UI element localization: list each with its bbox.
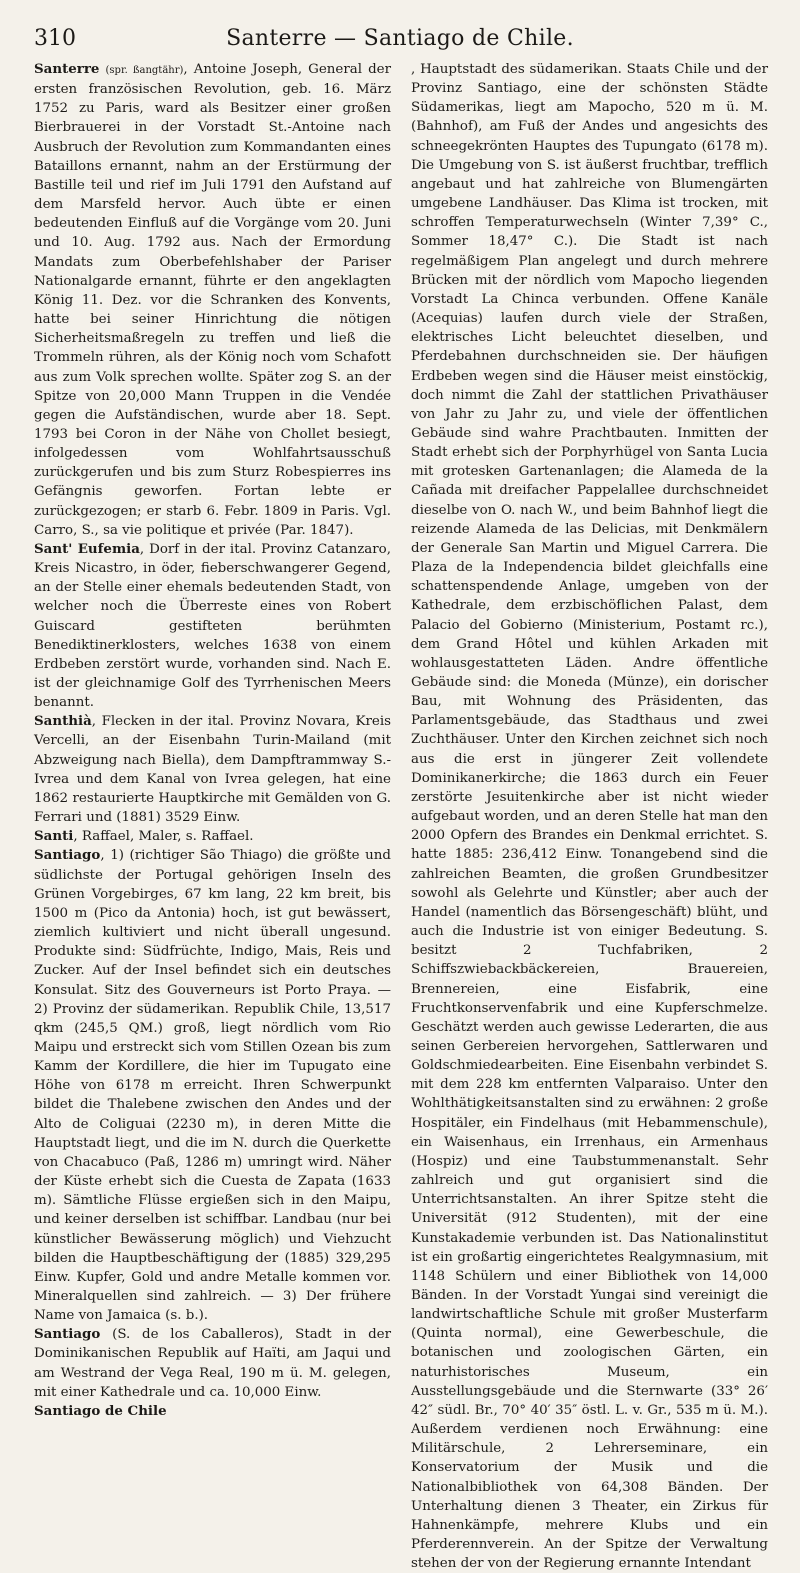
entry-santhia bbox=[34, 712, 391, 827]
entry-text: , Raffael, Maler, s. Raffael. bbox=[73, 829, 254, 845]
headword: Santhià bbox=[34, 713, 92, 730]
entry-santi bbox=[34, 827, 391, 846]
left-column bbox=[34, 60, 391, 1419]
entry-text: , 1) (richtiger São Thiago) die größte und südlichste der Portugal gehörigen Inseln des Grünen Vorgebirges, 67 km lang, 22 km breit, bis 1500 m (Pico da Antonia) hoch, ist gut bewässert, ziemlich kultiviert und nicht überall ungesund. Produkte sind: Südfrüchte, Indigo, Mais, Reis und Zucker. Auf der Insel befindet sich ein deutsches Konsulat. Sitz des Gouverneurs ist Porto Praya. — 2) Provinz der südamerikan. Republik Chile, 13,517 qkm (245,5 QM.) groß, liegt nördlich vom Rio Maipu und erstreckt sich vom Stillen Ozean bis zum Kamm der Kordillere, die hier im Tupugato eine Höhe von 6178 m erreicht. Ihren Schwerpunkt bildet die Thalebene zwischen den Andes und der Alto de Coliguai (2230 m), in deren Mitte die Hauptstadt liegt, und die im N. durch die Querkette von Chacabuco (Paß, 1286 m) umringt wird. Näher der Küste erhebt sich die Cuesta de Zapata (1633 m). Sämtliche Flüsse ergießen sich in den Maipu, und keiner derselben ist schiffbar. Landbau (nur bei künstlicher Bewässerung möglich) und Viehzucht bilden die Hauptbeschäftigung der (1885) 329,295 Einw. Kupfer, Gold und andre Metalle kommen vor. Mineralquellen sind zahlreich. — 3) Der frühere Name von Jamaica (s. b.). bbox=[34, 848, 391, 1324]
page-number: 310 bbox=[34, 26, 76, 51]
entry-text: (S. de los Caballeros), Stadt in der Dominikanischen Republik auf Haïti, am Jaqui und am Westrand der Vega Real, 190 m ü. M. gelegen, mit einer Kathedrale und ca. 10,000 Einw. bbox=[34, 1327, 391, 1400]
right-column bbox=[411, 60, 768, 1572]
entry-santiago-caballeros bbox=[34, 1325, 391, 1402]
headword: Santerre bbox=[34, 61, 100, 77]
entry-santerre bbox=[34, 60, 391, 540]
entry-text: , Flecken in der ital. Provinz Novara, Kreis Vercelli, an der Eisenbahn Turin-Mailand (mit Abzweigung nach Biella), dem Dampftrammway S.-Ivrea und dem Kanal von Ivrea gelegen, hat eine 1862 restaurierte Hauptkirche mit Gemälden von G. Ferrari und (1881) 3529 Einw. bbox=[34, 714, 391, 826]
headword: Santiago de Chile bbox=[34, 1402, 167, 1419]
page-header bbox=[34, 22, 766, 62]
entry-text: , Antoine Joseph, General der ersten französischen Revolution, geb. 16. März 1752 zu Paris, ward als Besitzer einer großen Bierbrauerei in der Vorstadt St.-Antoine nach Ausbruch der Revolution zum Kommandanten eines Bataillons ernannt, nahm an der Erstürmung der Bastille teil und rief im Juli 1791 den Aufstand auf dem Marsfeld hervor. Auch übte er einen bedeutenden Einfluß auf die Vorgänge vom 20. Juni und 10. Aug. 1792 aus. Nach der Ermordung Mandats zum Oberbefehlshaber der Pariser Nationalgarde ernannt, führte er den angeklagten König 11. Dez. vor die Schranken des Konvents, hatte bei seiner Hinrichtung die nötigen Sicherheitsmaßregeln zu treffen und ließ die Trommeln rühren, als der König noch vom Schafott aus zum Volk sprechen wollte. Später zog S. an der Spitze von 20,000 Mann Truppen in die Vendée gegen die Aufständischen, wurde aber 18. Sept. 1793 bei Coron in der Nähe von Chollet besiegt, infolgedessen vom Wohlfahrtsausschuß zurückgerufen und bis zum Sturz Robespierres ins Gefängnis geworfen. Fortan lebte er zurückgezogen; er starb 6. Febr. 1809 in Paris. Vgl. Carro, S., sa vie politique et privée (Par. 1847). bbox=[34, 62, 391, 538]
entry-santiago-de-chile-continued: , Hauptstadt des südamerikan. Staats Chile und der Provinz Santiago, eine der schönsten Städte Südamerikas, liegt am Mapocho, 520 m ü. M. (Bahnhof), am Fuß der Andes und angesichts des schneegekrönten Hauptes des Tupungato (6178 m). Die Umgebung von S. ist äußerst fruchtbar, trefflich angebaut und hat zahlreiche von Blumengärten umgebene Landhäuser. Das Klima ist trocken, mit schroffen Temperaturwechseln (Winter 7,39° C., Sommer 18,47° C.). Die Stadt ist nach regelmäßigem Plan angelegt und durch mehrere Brücken mit der nördlich vom Mapocho liegenden Vorstadt La Chinca verbunden. Offene Kanäle (Acequias) laufen durch viele der Straßen, elektrisches Licht beleuchtet dieselben, und Pferdebahnen durchschneiden sie. Der häufigen Erdbeben wegen sind die Häuser meist einstöckig, doch nimmt die Zahl der stattlichen Privathäuser von Jahr zu Jahr zu, und viele der öffentlichen Gebäude sind wahre Prachtbauten. Inmitten der Stadt erhebt sich der Porphyrhügel von Santa Lucia mit grotesken Gartenanlagen; die Alameda de la Cañada mit dreifacher Pappelallee durchschneidet dieselbe von O. nach W., und beim Bahnhof liegt die reizende Alameda de las Delicias, mit Denkmälern der Generale San Martin und Miguel Carrera. Die Plaza de la Independencia bildet gleichfalls eine schattenspendende Anlage, umgeben von der Kathedrale, dem erzbischöflichen Palast, dem Palacio del Gobierno (Ministerium, Postamt rc.), dem Grand Hôtel und kühlen Arkaden mit wohlausgestatteten Läden. Andre öffentliche Gebäude sind: die Moneda (Münze), ein dorischer Bau, mit Wohnung des Präsidenten, das Parlamentsgebäude, das Stadthaus und zwei Zuchthäuser. Unter den Kirchen zeichnet sich noch aus die erst in jüngerer Zeit vollendete Dominikanerkirche; die 1863 durch ein Feuer zerstörte Jesuitenkirche aber ist nicht wieder aufgebaut worden, und an deren Stelle hat man den 2000 Opfern des Brandes ein Denkmal errichtet. S. hatte 1885: 236,412 Einw. Tonangebend sind die zahlreichen Beamten, die großen Grundbesitzer sowohl als Gelehrte und Künstler; aber auch der Handel (namentlich das Börsengeschäft) blüht, und auch die Industrie ist von einiger Bedeutung. S. besitzt 2 Tuchfabriken, 2 Schiffszwiebackbäckereien, Brauereien, Brennereien, eine Eisfabrik, eine Fruchtkonservenfabrik und eine Kupferschmelze. Geschätzt werden auch gewisse Lederarten, die aus seinen Gerbereien hervorgehen, Sattlerwaren und Goldschmiedearbeiten. Eine Eisenbahn verbindet S. mit dem 228 km entfernten Valparaiso. Unter den Wohlthätigkeitsanstalten sind zu erwähnen: 2 große Hospitäler, ein Findelhaus (mit Hebammenschule), ein Waisenhaus, ein Irrenhaus, ein Armenhaus (Hospiz) und eine Taubstummenanstalt. Sehr zahlreich und gut organisiert sind die Unterrichtsanstalten. An ihrer Spitze steht die Universität (912 Studenten), mit der eine Kunstakademie verbunden ist. Das Nationalinstitut ist ein großartig eingerichtetes Realgymnasium, mit 1148 Schülern und einer Bibliothek von 14,000 Bänden. In der Vorstadt Yungai sind vereinigt die landwirtschaftliche Schule mit großer Musterfarm (Quinta normal), eine Gewerbeschule, die botanischen und zoologischen Gärten, ein naturhistorisches Museum, ein Ausstellungsgebäude und die Sternwarte (33° 26′ 42″ südl. Br., 70° 40′ 35″ östl. L. v. Gr., 535 m ü. M.). Außerdem verdienen noch Erwähnung: eine Militärschule, 2 Lehrerseminare, ein Konservatorium der Musik und die Nationalbibliothek von 64,308 Bänden. Der Unterhaltung dienen 3 Theater, ein Zirkus für Hahnenkämpfe, mehrere Klubs und ein Pferderennverein. An der Spitze der Verwaltung stehen der von der Regierung ernannte Intendant bbox=[411, 62, 768, 1572]
pronunciation-note: (spr. ßangtähr) bbox=[105, 65, 184, 76]
headword: Sant' Eufemia bbox=[34, 540, 140, 557]
text-columns bbox=[34, 60, 768, 1572]
entry-santiago bbox=[34, 846, 391, 1325]
headword: Santiago bbox=[34, 1326, 101, 1343]
running-head: Santerre — Santiago de Chile. bbox=[226, 26, 574, 51]
entry-text: , Dorf in der ital. Provinz Catanzaro, Kreis Nicastro, in öder, fieberschwangerer Gegend, an der Stelle einer ehemals bedeutenden Stadt, von welcher noch die Überreste eines von Robert Guiscard gestifteten berühmten Benediktinerklosters, welches 1638 von einem Erdbeben zerstört wurde, vorhanden sind. Nach E. ist der gleichnamige Golf des Tyrrhenischen Meers benannt. bbox=[34, 541, 391, 711]
headword: Santi bbox=[34, 828, 74, 845]
entry-sant-eufemia bbox=[34, 540, 391, 712]
headword: Santiago bbox=[34, 847, 101, 864]
entry-santiago-de-chile bbox=[34, 1402, 391, 1421]
